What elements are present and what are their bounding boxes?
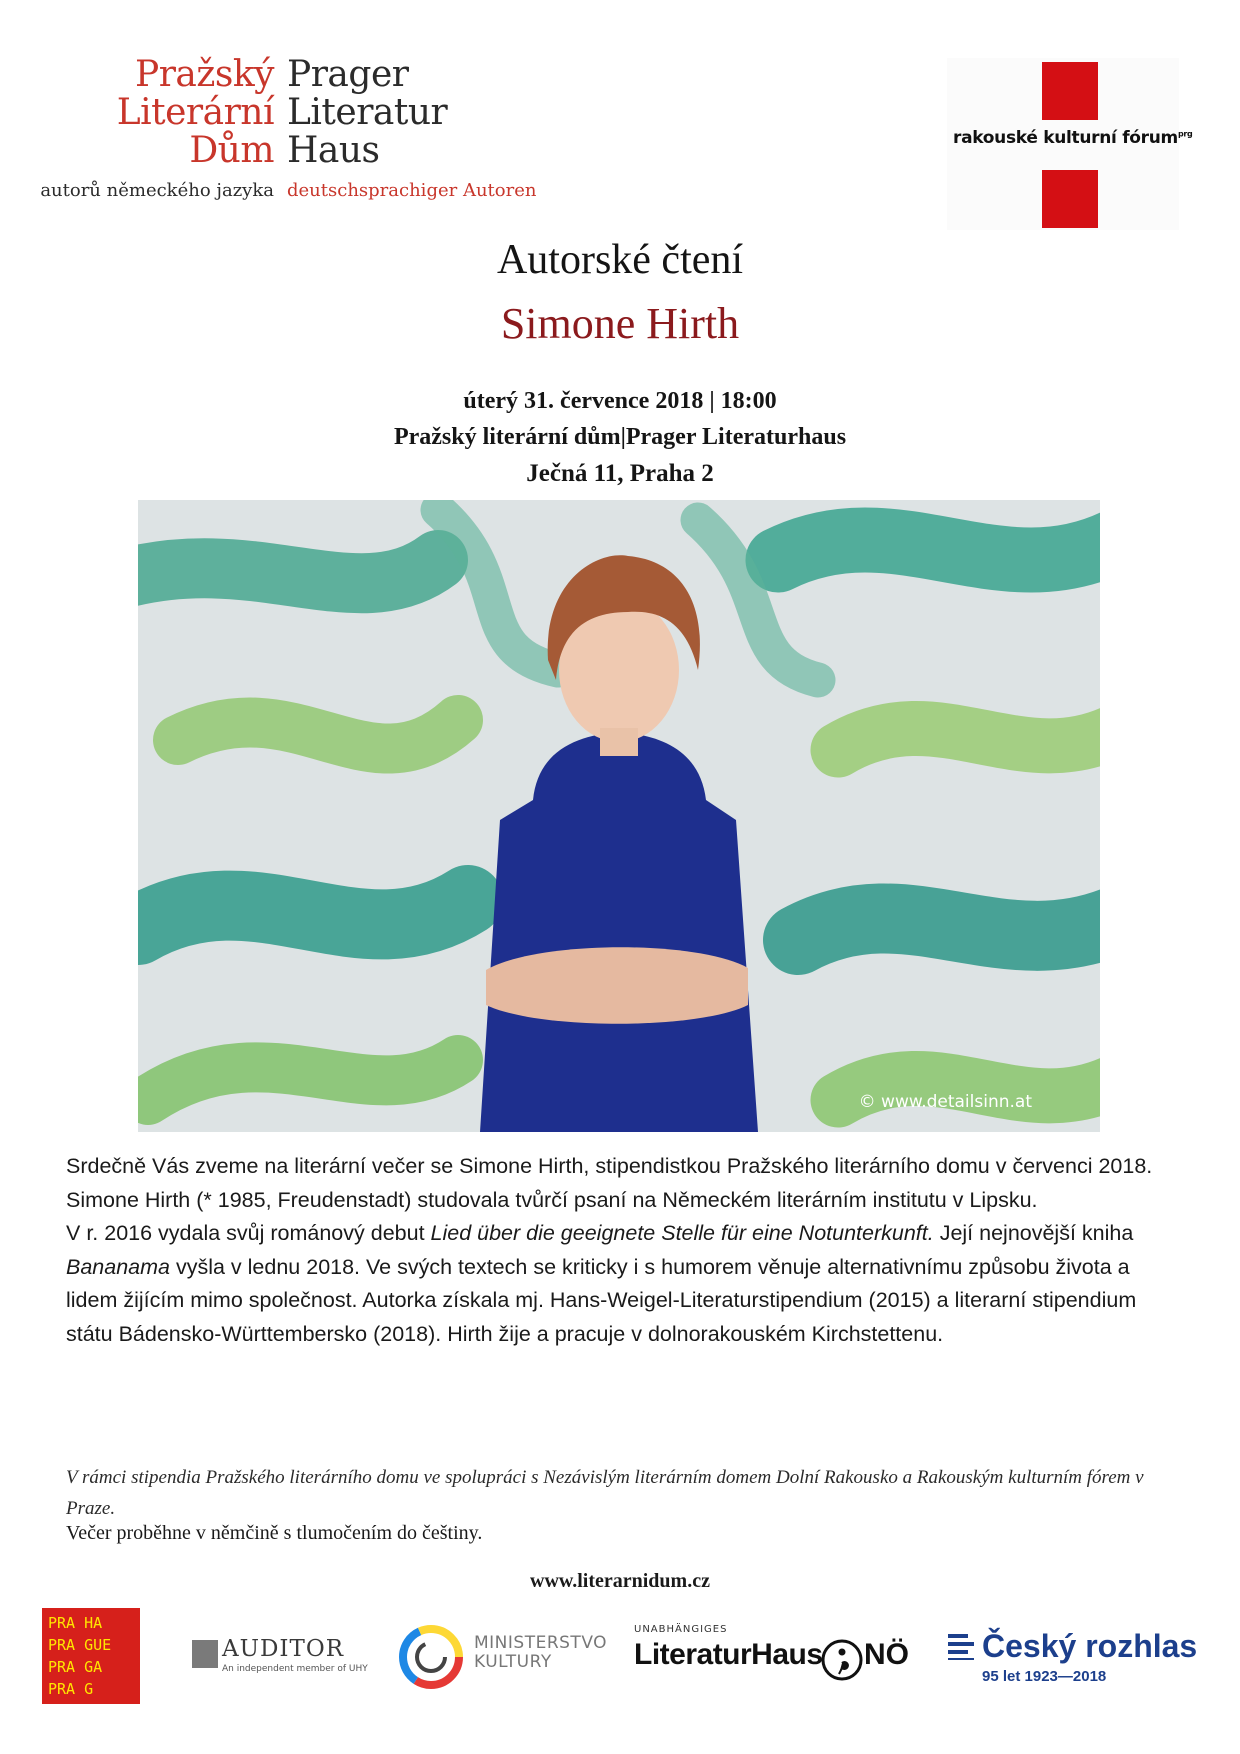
body-text [66, 1150, 1176, 1351]
logo-cz-line-1: Pražský [135, 54, 274, 95]
austrian-cultural-forum-logo [947, 58, 1193, 230]
logo-de-line-3: Haus [287, 130, 380, 171]
logo-de-line-2: Literatur [287, 92, 448, 133]
bio-paragraph: Simone Hirth (* 1985, Freudenstadt) studovala tvůrčí psaní na Německém literárním institutu v Lipsku. [66, 1187, 1038, 1212]
event-address: Ječná 11, Praha 2 [526, 460, 714, 487]
website-link[interactable]: www.literarnidum.cz [530, 1570, 710, 1592]
photo-credit: © www.detailsinn.at [858, 1092, 1032, 1112]
prague-literature-house-logo [0, 56, 560, 206]
event-venue: Pražský literární dům|Prager Literaturhaus [393, 424, 847, 450]
event-date: úterý 31. července 2018 | 18:00 [463, 388, 777, 414]
logo-cz-line-2: Literární [116, 92, 274, 133]
logo-sub-de: deutschsprachiger Autoren [287, 180, 537, 201]
logo-de-line-1: Prager [287, 54, 409, 95]
page-title: Autorské čtení [496, 237, 744, 283]
book-title-2: Bananama [66, 1254, 170, 1279]
logo-cz-line-3: Dům [189, 130, 274, 171]
author-name: Simone Hirth [500, 299, 740, 348]
acf-logo-text: rakouské kulturní fórum$^{prg}$ [953, 128, 1193, 148]
logo-sub-cz: autorů německého jazyka [40, 180, 274, 201]
language-note: Večer proběhne v němčině s tlumočením do češtiny. [66, 1522, 483, 1544]
scholarship-note: V rámci stipendia Pražského literárního domu ve spolupráci s Nezávislým literárním domem Dolní Rakousko a Rakouským kulturním fórem v Praze. [66, 1467, 1144, 1519]
author-photo [138, 500, 1100, 1132]
red-block-top [1042, 62, 1098, 120]
cesky-rozhlas-logo: Český rozhlas 95 let 1923—2018 [948, 1628, 1188, 1698]
works-paragraph: V r. 2016 vydala svůj románový debut Lied über die geeignete Stelle für eine Notunterkunft. Její nejnovější kniha Bananama vyšla v lednu 2018. Ve svých textech se kriticky i s humorem věnuje alternativnímu způsobu života a lidem žijícím mimo společnost. Autorka získala mj. Hans-Weigel-Literaturstipendium (2015) a literarní stipendium státu Bádensko-Württembersko (2018). Hirth žije a pracuje v dolnorakouském Kirchstettenu. [66, 1221, 1137, 1346]
red-block-bottom [1042, 170, 1098, 228]
ministry-circle-icon [396, 1622, 466, 1692]
book-title-1: Lied über die geeignete Stelle für eine Notunterkunft. [430, 1221, 934, 1245]
praha-logo: PRA HA PRA GUE PRA GA PRA G [42, 1608, 140, 1704]
cr-bars-icon [948, 1634, 974, 1660]
auditor-icon [192, 1640, 218, 1668]
literaturhaus-no-logo: UNABHÄNGIGES LiteraturHaus NÖ [634, 1624, 914, 1704]
portrait-illustration [138, 500, 1100, 1132]
semicolon-circle-icon [820, 1638, 864, 1682]
invitation-paragraph: Srdečně Vás zveme na literární večer se Simone Hirth, stipendistkou Pražského literárního domu v červenci 2018. [66, 1154, 1153, 1178]
ministry-of-culture-logo: MINISTERSTVO KULTURY [396, 1618, 626, 1696]
